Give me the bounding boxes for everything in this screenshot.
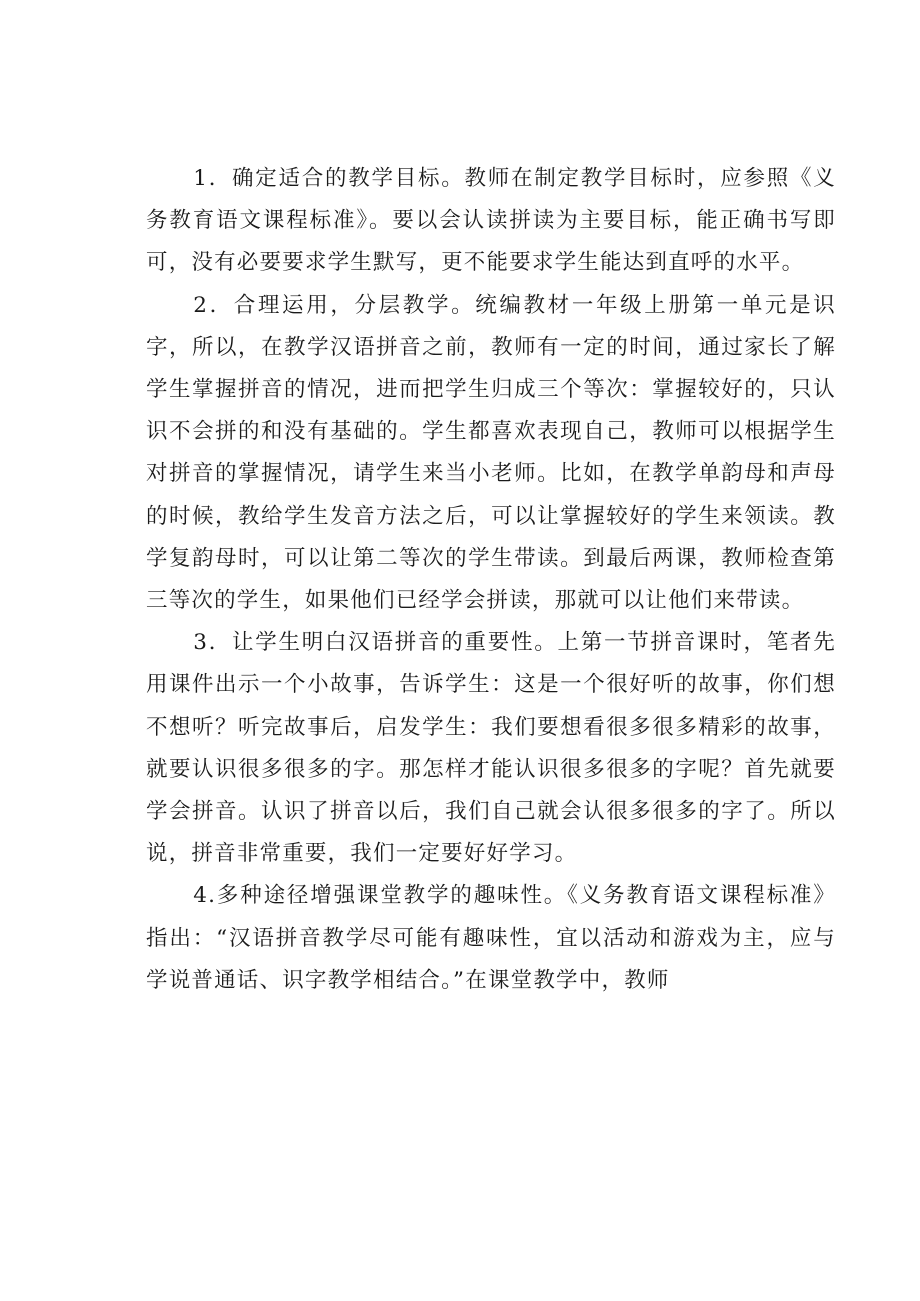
paragraph-4: 4.多种途径增强课堂教学的趣味性。《义务教育语文课程标准》指出：“汉语拼音教学尽可能有趣味性，宜以活动和游戏为主，应与学说普通话、识字教学相结合。”在课堂教学中，教师 — [146, 883, 836, 993]
document-body — [146, 158, 836, 1002]
paragraph-1: 1．确定适合的教学目标。教师在制定教学目标时，应参照《义务教育语文课程标准》。要以会认读拼读为主要目标，能正确书写即可，没有必要要求学生默写，更不能要求学生能达到直呼的水平。 — [146, 166, 836, 276]
paragraph-3: 3．让学生明白汉语拼音的重要性。上第一节拼音课时，笔者先用课件出示一个小故事，告诉学生：这是一个很好听的故事，你们想不想听？听完故事后，启发学生：我们要想看很多很多精彩的故事，就要认识很多很多的字。那怎样才能认识很多很多的字呢？首先就要学会拼音。认识了拼音以后，我们自己就会认很多很多的字了。所以说，拼音非常重要，我们一定要好好学习。 — [146, 630, 836, 867]
paragraph-2: 2．合理运用，分层教学。统编教材一年级上册第一单元是识字，所以，在教学汉语拼音之前，教师有一定的时间，通过家长了解学生掌握拼音的情况，进而把学生归成三个等次：掌握较好的，只认识不会拼的和没有基础的。学生都喜欢表现自己，教师可以根据学生对拼音的掌握情况，请学生来当小老师。比如，在教学单韵母和声母的时候，教给学生发音方法之后，可以让掌握较好的学生来领读。教学复韵母时，可以让第二等次的学生带读。到最后两课，教师检查第三等次的学生，如果他们已经学会拼读，那就可以让他们来带读。 — [146, 292, 836, 614]
